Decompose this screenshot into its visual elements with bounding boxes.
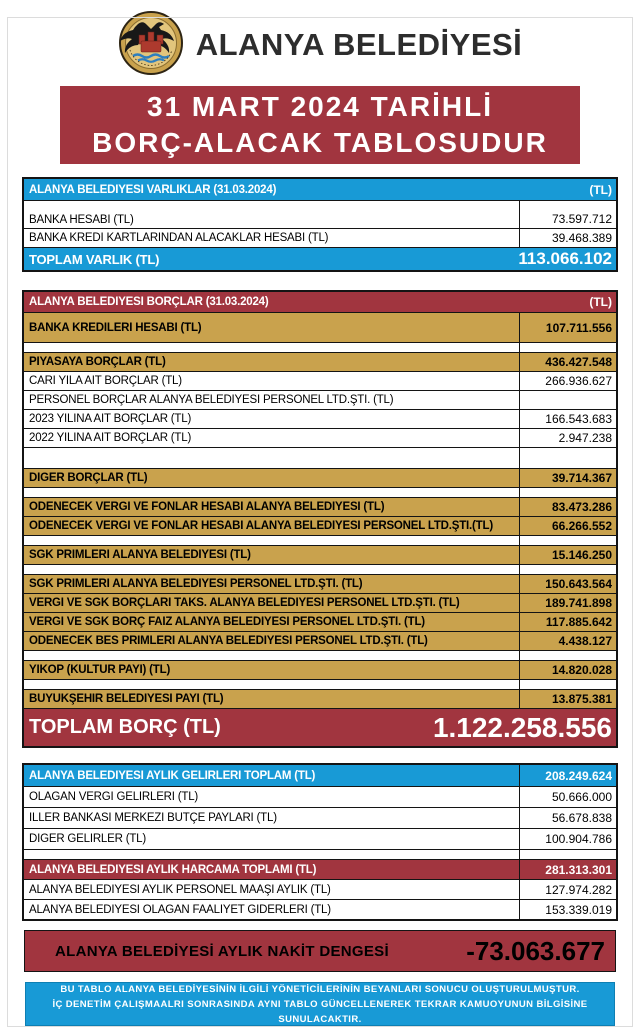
assets-table (22, 177, 618, 272)
municipality-title: ALANYA BELEDİYESİ (195, 27, 523, 62)
row-value: 1.122.258.556 (432, 711, 612, 743)
table-row (24, 200, 616, 228)
row-label: BANKA HESABI (TL) (29, 214, 134, 226)
table-row (24, 516, 616, 535)
table-row (24, 879, 616, 899)
table-row (24, 312, 616, 342)
row-value (519, 850, 616, 859)
row-value: 107.711.556 (519, 313, 616, 342)
table-row (24, 786, 616, 807)
row-value: 113.066.102 (518, 249, 612, 268)
row-label: OLAĞAN VERGİ GELİRLERİ (TL) (29, 791, 199, 803)
row-value (519, 391, 616, 409)
row-label: ALANYA BELEDİYESİ AYLIK GELİRLERİ TOPLAM (TL) (29, 769, 316, 782)
cash-balance-value: -73.063.677 (466, 935, 605, 966)
row-label: YİKOP (KÜLTÜR PAYI) (TL) (29, 664, 171, 676)
row-label: ÖDENECEK VERGİ VE FONLAR HESABI ALANYA BELEDİYESİ PERSONEL LTD.ŞTİ.(TL) (29, 520, 493, 532)
row-label: TOPLAM VARLIK (TL) (29, 251, 160, 267)
row-value: 56.678.838 (519, 808, 616, 828)
row-label: ALANYA BELEDİYESİ AYLIK HARCAMA TOPLAMI (TL) (29, 863, 317, 876)
row-label: VERGİ VE SGK BORÇ FAİZ ALANYA BELEDİYESİ PERSONEL LTD.ŞTİ. (TL) (29, 616, 425, 628)
table-row (24, 468, 616, 487)
cash-balance-band (24, 930, 616, 972)
table-row (24, 859, 616, 879)
table-row (24, 612, 616, 631)
row-label: SGK PRİMLERİ ALANYA BELEDİYESİ (TL) (29, 549, 251, 561)
row-label: BÜYÜKŞEHİR BELEDİYESİ PAYI (TL) (29, 693, 224, 705)
row-label: ÖDENECEK VERGİ VE FONLAR HESABI ALANYA BELEDİYESİ (TL) (29, 501, 385, 513)
table-row (24, 593, 616, 612)
row-value: 2.947.238 (519, 429, 616, 447)
row-label: ALANYA BELEDİYESİ AYLIK PERSONEL MAAŞI AYLIK (TL) (29, 883, 331, 896)
row-value: (TL) (589, 182, 612, 197)
row-value: 208.249.624 (519, 765, 616, 786)
table-row (24, 708, 616, 746)
row-label: PERSONEL BORÇLAR ALANYA BELEDİYESİ PERSONEL LTD.ŞTİ. (TL) (29, 394, 394, 406)
footer-note-line2: İÇ DENETİM ÇALIŞMAALRI SONRASINDA AYNI TABLO GÜNCELLENEREK TEKRAR KAMUOYUNUN BİLGİSİNE SUNULACAKTIR. (52, 998, 588, 1025)
row-value: 73.597.712 (519, 201, 616, 228)
spacer-row (24, 650, 616, 660)
row-label: ÖDENECEK BES PRİMLERİ ALANYA BELEDİYESİ PERSONEL LTD.ŞTİ. (TL) (29, 635, 428, 647)
brand-header (0, 10, 640, 80)
row-value: 117.885.642 (519, 613, 616, 631)
row-label: DİĞER GELİRLER (TL) (29, 833, 146, 845)
debts-table (22, 290, 618, 748)
table-row (24, 390, 616, 409)
row-value (519, 536, 616, 545)
row-label: CARİ YILA AİT BORÇLAR (TL) (29, 375, 182, 387)
spacer-row (24, 535, 616, 545)
row-label: VERGİ VE SGK BORÇLARI TAKS. ALANYA BELEDİYESİ PERSONEL LTD.ŞTİ. (TL) (29, 597, 460, 609)
spacer-row (24, 849, 616, 859)
table-row (24, 807, 616, 828)
table-row (24, 428, 616, 447)
row-label: 2022 YILINA AİT BORÇLAR (TL) (29, 432, 192, 444)
table-row (24, 899, 616, 919)
table-row (24, 409, 616, 428)
row-label: 2023 YILINA AİT BORÇLAR (TL) (29, 413, 192, 425)
row-value: 83.473.286 (519, 498, 616, 516)
row-label: BANKA KREDİ KARTLARINDAN ALACAKLAR HESABI (TL) (29, 232, 329, 244)
row-label: ALANYA BELEDİYESİ OLAĞAN FAALİYET GİDERLERİ (TL) (29, 903, 331, 916)
row-label: ALANYA BELEDİYESİ VARLIKLAR (31.03.2024) (29, 183, 277, 196)
report-title-line1: 31 MART 2024 TARİHLİ (147, 91, 493, 122)
spacer-row (24, 679, 616, 689)
row-value: 153.339.019 (519, 900, 616, 919)
row-value: 15.146.250 (519, 546, 616, 564)
row-value (519, 680, 616, 689)
row-label: BANKA KREDİLERİ HESABI (TL) (29, 321, 202, 334)
report-title-line2: BORÇ-ALACAK TABLOSUDUR (92, 127, 548, 158)
table-row (24, 247, 616, 270)
row-label: PİYASAYA BORÇLAR (TL) (29, 356, 166, 368)
row-value: 436.427.548 (519, 353, 616, 371)
table-row (24, 574, 616, 593)
table-row (24, 689, 616, 708)
row-value (519, 651, 616, 660)
table-row (24, 228, 616, 247)
spacer-row (24, 487, 616, 497)
row-label: ALANYA BELEDİYESİ BORÇLAR (31.03.2024) (29, 296, 269, 308)
row-value: 127.974.282 (519, 880, 616, 899)
table-row (24, 828, 616, 849)
row-value: 50.666.000 (519, 787, 616, 807)
municipality-emblem-icon (118, 10, 184, 81)
footer-note-line1: BU TABLO ALANYA BELEDİYESİNİN İLGİLİ YÖNETİCİLERİNİN BEYANLARI SONUCU OLUŞTURULMUŞTUR. (60, 983, 580, 995)
table-row (24, 545, 616, 564)
report-title-banner (60, 86, 580, 164)
table-row (24, 179, 616, 200)
spacer-row (24, 564, 616, 574)
table-row (24, 631, 616, 650)
row-value (519, 448, 616, 468)
row-value: 14.820.028 (519, 661, 616, 679)
row-value: 39.468.389 (519, 229, 616, 247)
table-row (24, 497, 616, 516)
row-label: TOPLAM BORÇ (TL) (29, 716, 221, 738)
table-row (24, 765, 616, 786)
table-row (24, 371, 616, 390)
row-value: 39.714.367 (519, 469, 616, 487)
table-row (24, 292, 616, 312)
row-value: 4.438.127 (519, 632, 616, 650)
row-label: DİĞER BORÇLAR (TL) (29, 472, 148, 484)
row-value (519, 488, 616, 497)
row-value (519, 565, 616, 574)
table-row (24, 660, 616, 679)
row-label: İLLER BANKASI MERKEZİ BÜTÇE PAYLARI (TL) (29, 812, 277, 824)
row-value (519, 343, 616, 352)
row-value: 166.543.683 (519, 410, 616, 428)
row-value: 100.904.786 (519, 829, 616, 849)
row-value: 281.313.301 (519, 860, 616, 879)
spacer-row (24, 447, 616, 468)
table-row (24, 352, 616, 371)
income-expense-table (22, 763, 618, 921)
spacer-row (24, 342, 616, 352)
row-value: (TL) (589, 295, 612, 309)
row-value: 150.643.564 (519, 575, 616, 593)
row-value: 189.741.898 (519, 594, 616, 612)
cash-balance-label: ALANYA BELEDİYESİ AYLIK NAKİT DENGESİ (55, 942, 389, 960)
row-label: SGK PRİMLERİ ALANYA BELEDİYESİ PERSONEL LTD.ŞTİ. (TL) (29, 578, 363, 590)
footer-note (25, 982, 615, 1026)
row-value: 13.875.381 (519, 690, 616, 708)
row-value: 66.266.552 (519, 517, 616, 535)
row-value: 266.936.627 (519, 372, 616, 390)
